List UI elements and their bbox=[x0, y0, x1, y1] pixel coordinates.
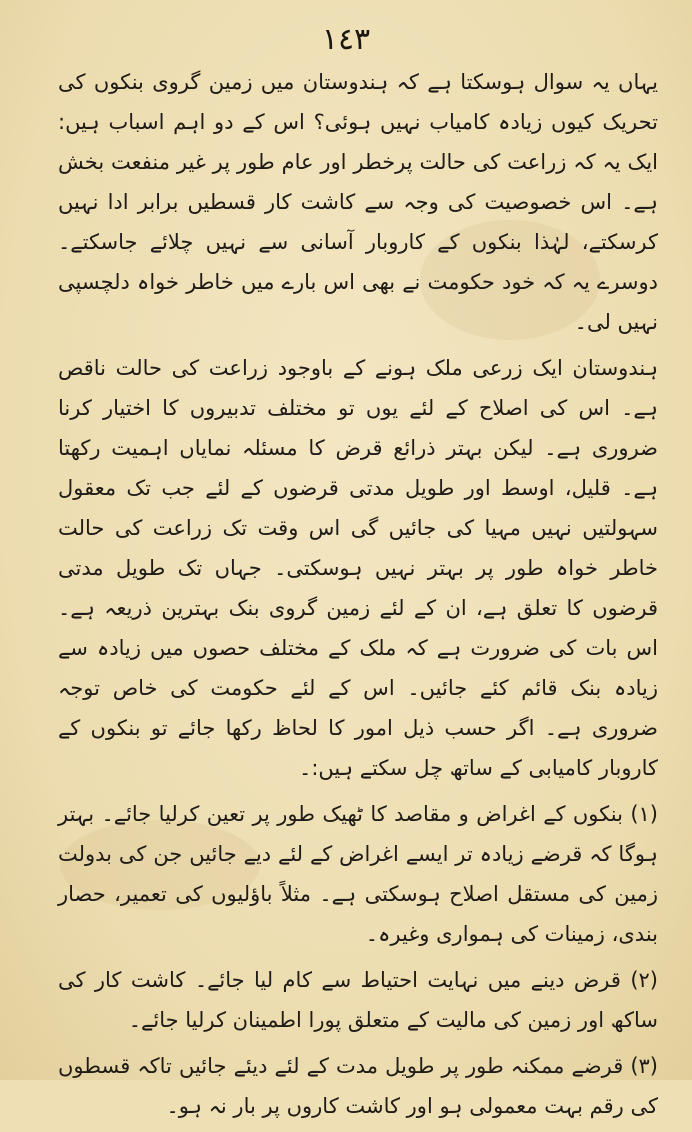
paragraph-intro: یہاں یہ سوال ہوسکتا ہے کہ ہندوستان میں زمین گروی بنکوں کی تحریک کیوں زیادہ کامیاب نہیں ہوئی؟ اس کے دو اہم اسباب ہیں: ایک یہ کہ زراعت کی حالت پرخطر اور عام طور پر غیر منفعت بخش ہے۔ اس خصوصیت کی وجہ سے کاشت کار قسطیں برابر ادا نہیں کرسکتے، لہٰذا بنکوں کے کاروبار آسانی سے نہیں چلائے جاسکتے۔ دوسرے یہ کہ خود حکومت نے بھی اس بارے میں خاطر خواہ دلچسپی نہیں لی۔ bbox=[58, 70, 658, 334]
urdu-text-body bbox=[58, 62, 658, 1132]
paragraph-agriculture: ہندوستان ایک زرعی ملک ہونے کے باوجود زراعت کی حالت ناقص ہے۔ اس کی اصلاح کے لئے یوں تو مختلف تدبیروں کا اختیار کرنا ضروری ہے۔ لیکن بہتر ذرائع قرض کا مسئلہ نمایاں اہمیت رکھتا ہے۔ قلیل، اوسط اور طویل مدتی قرضوں کے لئے جب تک معقول سہولتیں نہیں مہیا کی جائیں گی اس وقت تک زراعت کی حالت خاطر خواہ طور پر بہتر نہیں ہوسکتی۔ جہاں تک طویل مدتی قرضوں کا تعلق ہے، ان کے لئے زمین گروی بنک بہترین ذریعہ ہے۔ اس بات کی ضرورت ہے کہ ملک کے مختلف حصوں میں زیادہ سے زیادہ بنک قائم کئے جائیں۔ اس کے لئے حکومت کی خاص توجہ ضروری ہے۔ اگر حسب ذیل امور کا لحاظ رکھا جائے تو بنکوں کے کاروبار کامیابی کے ساتھ چل سکتے ہیں:۔ bbox=[58, 356, 658, 780]
page-number: ١٤٣ bbox=[321, 22, 371, 57]
list-item-2: (۲) قرض دینے میں نہایت احتیاط سے کام لیا جائے۔ کاشت کار کی ساکھ اور زمین کی مالیت کے متعلق پورا اطمینان کرلیا جائے۔ bbox=[58, 968, 658, 1032]
list-item-3: (۳) قرضے ممکنہ طور پر طویل مدت کے لئے دیئے جائیں تاکہ قسطوں کی رقم بہت معمولی ہو اور کاشت کاروں پر بار نہ ہو۔ bbox=[58, 1054, 658, 1118]
list-item-1: (۱) بنکوں کے اغراض و مقاصد کا ٹھیک طور پر تعین کرلیا جائے۔ بہتر ہوگا کہ قرضے زیادہ تر ایسے اغراض کے لئے دیے جائیں جن کی بدولت زمین کی مستقل اصلاح ہوسکتی ہے۔ مثلاً باؤلیوں کی تعمیر، حصار بندی، زمینات کی ہمواری وغیرہ۔ bbox=[58, 802, 658, 946]
